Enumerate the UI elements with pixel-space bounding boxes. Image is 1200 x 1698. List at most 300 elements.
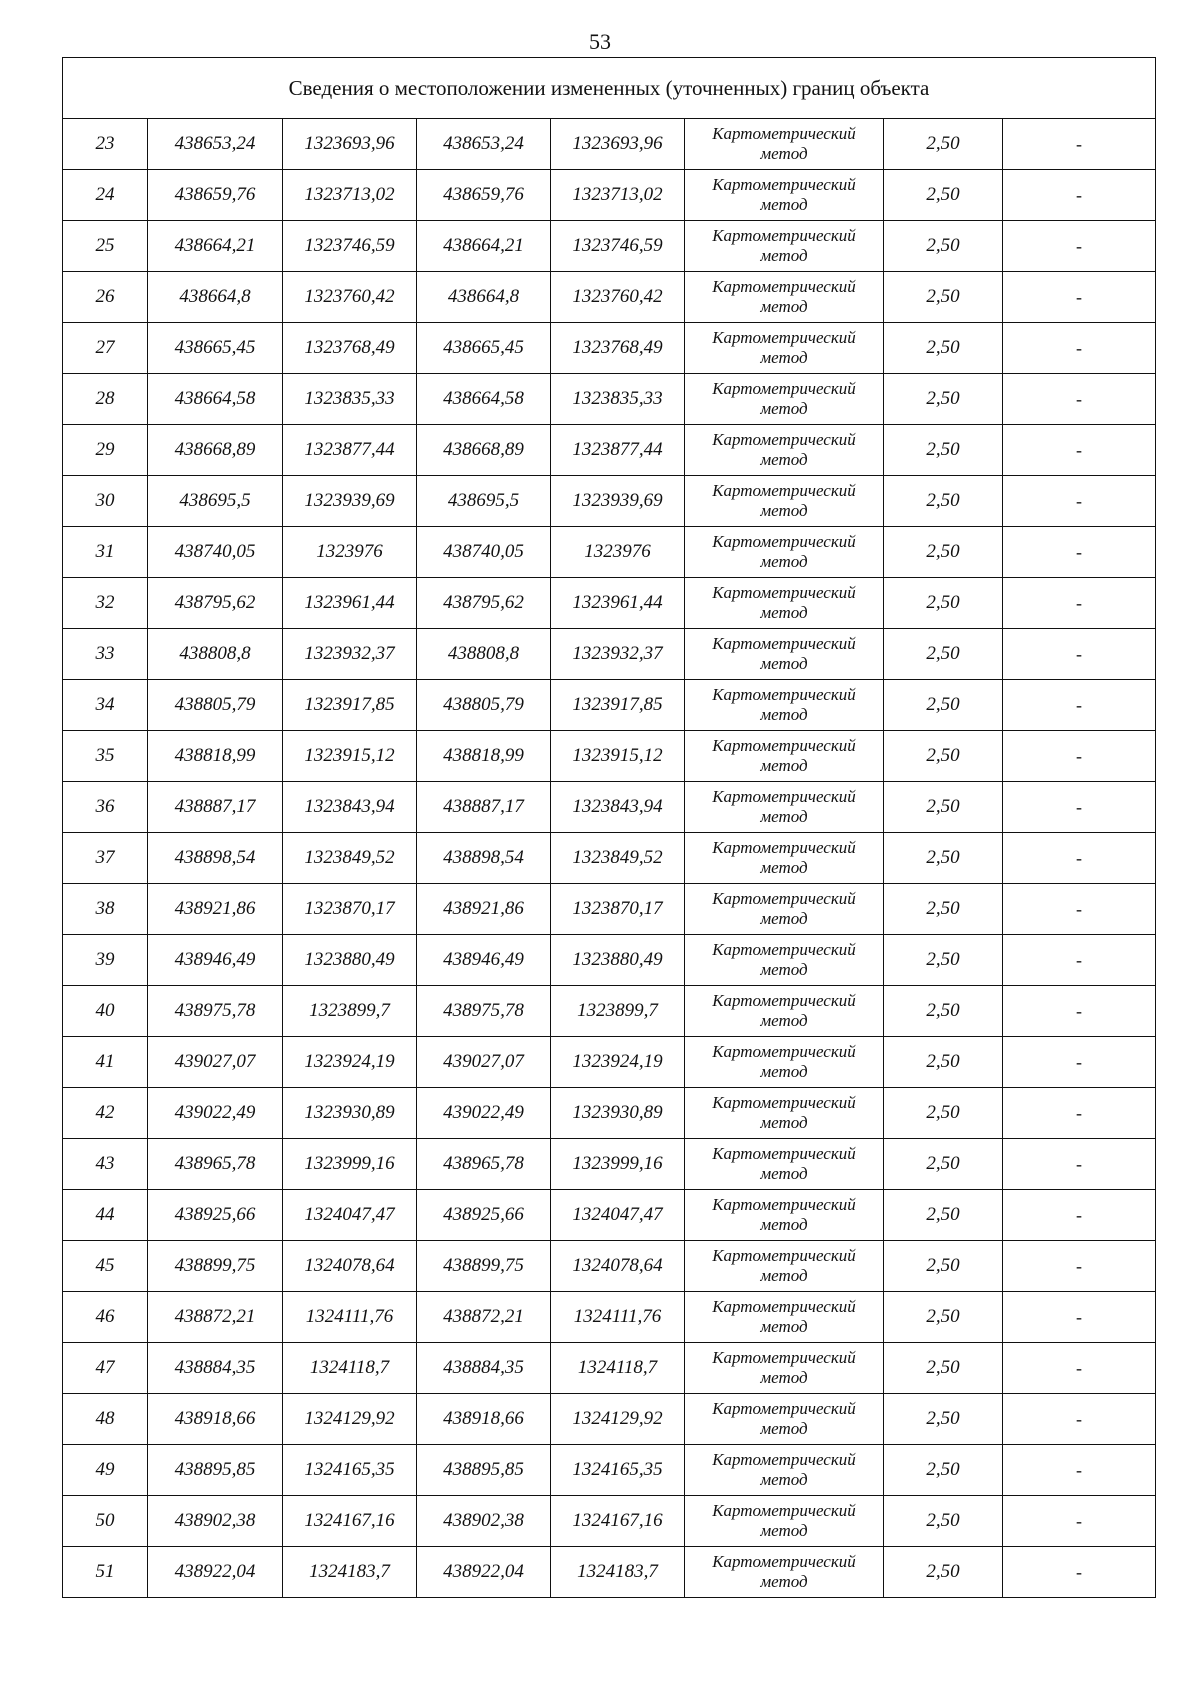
method-line-1: Картометрический: [712, 481, 856, 500]
method-cell: [685, 986, 884, 1037]
accuracy-cell: 2,50: [884, 629, 1003, 680]
method-line-2: метод: [760, 1215, 808, 1234]
page-number: 53: [589, 29, 611, 54]
table-row: [63, 833, 1156, 884]
existing-x-cell: 438740,05: [148, 527, 283, 578]
note-cell: -: [1003, 629, 1156, 680]
accuracy-cell: 2,50: [884, 1445, 1003, 1496]
table-row: [63, 1139, 1156, 1190]
refined-y-cell: 1324183,7: [551, 1547, 685, 1598]
refined-y-cell: 1323693,96: [551, 119, 685, 170]
existing-y-cell: 1323877,44: [283, 425, 417, 476]
existing-y-cell: 1324129,92: [283, 1394, 417, 1445]
table-row: [63, 1292, 1156, 1343]
refined-y-cell: 1323870,17: [551, 884, 685, 935]
accuracy-cell: 2,50: [884, 935, 1003, 986]
refined-y-cell: 1323713,02: [551, 170, 685, 221]
existing-x-cell: 438795,62: [148, 578, 283, 629]
existing-x-cell: 438965,78: [148, 1139, 283, 1190]
note-cell: -: [1003, 221, 1156, 272]
method-cell: [685, 1037, 884, 1088]
method-cell: [685, 425, 884, 476]
note-cell: -: [1003, 1190, 1156, 1241]
existing-y-cell: 1323768,49: [283, 323, 417, 374]
method-line-2: метод: [760, 501, 808, 520]
point-number-cell: 27: [63, 323, 148, 374]
point-number-cell: 30: [63, 476, 148, 527]
accuracy-cell: 2,50: [884, 425, 1003, 476]
method-line-2: метод: [760, 603, 808, 622]
existing-x-cell: 438695,5: [148, 476, 283, 527]
accuracy-cell: 2,50: [884, 731, 1003, 782]
method-cell: [685, 1190, 884, 1241]
method-line-2: метод: [760, 1572, 808, 1591]
method-line-2: метод: [760, 297, 808, 316]
method-cell: [685, 476, 884, 527]
point-number-cell: 47: [63, 1343, 148, 1394]
method-line-2: метод: [760, 1011, 808, 1030]
method-line-1: Картометрический: [712, 940, 856, 959]
method-cell: [685, 884, 884, 935]
point-number-cell: 37: [63, 833, 148, 884]
note-cell: -: [1003, 1292, 1156, 1343]
refined-y-cell: 1323932,37: [551, 629, 685, 680]
method-cell: [685, 323, 884, 374]
method-line-1: Картометрический: [712, 838, 856, 857]
method-cell: [685, 170, 884, 221]
refined-x-cell: 438884,35: [417, 1343, 551, 1394]
note-cell: -: [1003, 1496, 1156, 1547]
method-cell: [685, 833, 884, 884]
accuracy-cell: 2,50: [884, 833, 1003, 884]
note-cell: -: [1003, 833, 1156, 884]
point-number-cell: 38: [63, 884, 148, 935]
refined-x-cell: 439022,49: [417, 1088, 551, 1139]
existing-x-cell: 439022,49: [148, 1088, 283, 1139]
existing-y-cell: 1324118,7: [283, 1343, 417, 1394]
existing-y-cell: 1323880,49: [283, 935, 417, 986]
existing-x-cell: 438659,76: [148, 170, 283, 221]
refined-y-cell: 1324047,47: [551, 1190, 685, 1241]
method-line-2: метод: [760, 807, 808, 826]
method-line-1: Картометрический: [712, 1348, 856, 1367]
table-row: [63, 578, 1156, 629]
note-cell: -: [1003, 884, 1156, 935]
refined-x-cell: 438946,49: [417, 935, 551, 986]
refined-x-cell: 438818,99: [417, 731, 551, 782]
method-line-2: метод: [760, 1266, 808, 1285]
method-cell: [685, 935, 884, 986]
table-row: [63, 1088, 1156, 1139]
method-line-2: метод: [760, 909, 808, 928]
table-row: [63, 1496, 1156, 1547]
method-line-2: метод: [760, 144, 808, 163]
method-line-2: метод: [760, 399, 808, 418]
refined-y-cell: 1324111,76: [551, 1292, 685, 1343]
refined-y-cell: 1323930,89: [551, 1088, 685, 1139]
accuracy-cell: 2,50: [884, 782, 1003, 833]
table-row: [63, 935, 1156, 986]
table-row: [63, 1394, 1156, 1445]
method-line-1: Картометрический: [712, 1195, 856, 1214]
method-cell: [685, 1292, 884, 1343]
accuracy-cell: 2,50: [884, 986, 1003, 1037]
accuracy-cell: 2,50: [884, 1037, 1003, 1088]
table-row: [63, 884, 1156, 935]
note-cell: -: [1003, 1394, 1156, 1445]
method-cell: [685, 731, 884, 782]
existing-x-cell: 438946,49: [148, 935, 283, 986]
accuracy-cell: 2,50: [884, 1190, 1003, 1241]
point-number-cell: 36: [63, 782, 148, 833]
table-row: [63, 170, 1156, 221]
existing-y-cell: 1324047,47: [283, 1190, 417, 1241]
refined-y-cell: 1323835,33: [551, 374, 685, 425]
point-number-cell: 49: [63, 1445, 148, 1496]
existing-x-cell: 438925,66: [148, 1190, 283, 1241]
existing-y-cell: 1323932,37: [283, 629, 417, 680]
existing-x-cell: 438918,66: [148, 1394, 283, 1445]
table-row: [63, 1343, 1156, 1394]
point-number-cell: 25: [63, 221, 148, 272]
method-line-1: Картометрический: [712, 1552, 856, 1571]
method-line-1: Картометрический: [712, 379, 856, 398]
accuracy-cell: 2,50: [884, 1394, 1003, 1445]
note-cell: -: [1003, 1547, 1156, 1598]
method-cell: [685, 1394, 884, 1445]
method-line-1: Картометрический: [712, 175, 856, 194]
point-number-cell: 42: [63, 1088, 148, 1139]
refined-x-cell: 438902,38: [417, 1496, 551, 1547]
existing-x-cell: 438895,85: [148, 1445, 283, 1496]
method-line-1: Картометрический: [712, 328, 856, 347]
note-cell: -: [1003, 374, 1156, 425]
existing-x-cell: 438664,58: [148, 374, 283, 425]
method-line-2: метод: [760, 450, 808, 469]
table-row: [63, 1037, 1156, 1088]
accuracy-cell: 2,50: [884, 1139, 1003, 1190]
existing-y-cell: 1323835,33: [283, 374, 417, 425]
refined-y-cell: 1323899,7: [551, 986, 685, 1037]
refined-y-cell: 1323915,12: [551, 731, 685, 782]
note-cell: -: [1003, 323, 1156, 374]
note-cell: -: [1003, 1445, 1156, 1496]
existing-y-cell: 1323976: [283, 527, 417, 578]
refined-x-cell: 438653,24: [417, 119, 551, 170]
method-cell: [685, 578, 884, 629]
existing-x-cell: 438805,79: [148, 680, 283, 731]
method-cell: [685, 1139, 884, 1190]
existing-y-cell: 1324078,64: [283, 1241, 417, 1292]
table-row: [63, 425, 1156, 476]
point-number-cell: 26: [63, 272, 148, 323]
note-cell: -: [1003, 935, 1156, 986]
method-cell: [685, 1241, 884, 1292]
point-number-cell: 43: [63, 1139, 148, 1190]
refined-x-cell: 438668,89: [417, 425, 551, 476]
accuracy-cell: 2,50: [884, 272, 1003, 323]
accuracy-cell: 2,50: [884, 170, 1003, 221]
refined-y-cell: 1323843,94: [551, 782, 685, 833]
note-cell: -: [1003, 272, 1156, 323]
accuracy-cell: 2,50: [884, 476, 1003, 527]
table-row: [63, 119, 1156, 170]
existing-x-cell: 438664,8: [148, 272, 283, 323]
refined-x-cell: 438895,85: [417, 1445, 551, 1496]
method-line-2: метод: [760, 348, 808, 367]
existing-x-cell: 438922,04: [148, 1547, 283, 1598]
point-number-cell: 40: [63, 986, 148, 1037]
refined-x-cell: 438899,75: [417, 1241, 551, 1292]
point-number-cell: 32: [63, 578, 148, 629]
note-cell: -: [1003, 1139, 1156, 1190]
refined-y-cell: 1323880,49: [551, 935, 685, 986]
refined-x-cell: 438808,8: [417, 629, 551, 680]
method-line-1: Картометрический: [712, 1042, 856, 1061]
refined-x-cell: 438925,66: [417, 1190, 551, 1241]
existing-y-cell: 1324183,7: [283, 1547, 417, 1598]
note-cell: -: [1003, 119, 1156, 170]
method-line-1: Картометрический: [712, 685, 856, 704]
existing-y-cell: 1323961,44: [283, 578, 417, 629]
existing-y-cell: 1323999,16: [283, 1139, 417, 1190]
method-line-2: метод: [760, 858, 808, 877]
refined-y-cell: 1323939,69: [551, 476, 685, 527]
method-cell: [685, 1343, 884, 1394]
refined-x-cell: 438898,54: [417, 833, 551, 884]
point-number-cell: 23: [63, 119, 148, 170]
point-number-cell: 33: [63, 629, 148, 680]
method-line-1: Картометрический: [712, 430, 856, 449]
point-number-cell: 48: [63, 1394, 148, 1445]
note-cell: -: [1003, 782, 1156, 833]
note-cell: -: [1003, 578, 1156, 629]
method-cell: [685, 629, 884, 680]
existing-x-cell: 438899,75: [148, 1241, 283, 1292]
note-cell: -: [1003, 680, 1156, 731]
method-line-1: Картометрический: [712, 634, 856, 653]
existing-x-cell: 438668,89: [148, 425, 283, 476]
existing-y-cell: 1323899,7: [283, 986, 417, 1037]
note-cell: -: [1003, 1241, 1156, 1292]
method-line-1: Картометрический: [712, 736, 856, 755]
method-line-1: Картометрический: [712, 124, 856, 143]
existing-y-cell: 1323746,59: [283, 221, 417, 272]
accuracy-cell: 2,50: [884, 1241, 1003, 1292]
refined-y-cell: 1323976: [551, 527, 685, 578]
table-title-row: [63, 58, 1156, 119]
method-line-1: Картометрический: [712, 1399, 856, 1418]
refined-x-cell: 438872,21: [417, 1292, 551, 1343]
method-cell: [685, 782, 884, 833]
refined-x-cell: 438975,78: [417, 986, 551, 1037]
table-row: [63, 272, 1156, 323]
method-line-2: метод: [760, 1062, 808, 1081]
method-line-2: метод: [760, 705, 808, 724]
existing-x-cell: 438884,35: [148, 1343, 283, 1394]
method-line-2: метод: [760, 1470, 808, 1489]
method-line-1: Картометрический: [712, 1450, 856, 1469]
accuracy-cell: 2,50: [884, 323, 1003, 374]
method-line-2: метод: [760, 1521, 808, 1540]
refined-y-cell: 1324167,16: [551, 1496, 685, 1547]
table-row: [63, 1445, 1156, 1496]
note-cell: -: [1003, 170, 1156, 221]
method-cell: [685, 680, 884, 731]
method-cell: [685, 221, 884, 272]
accuracy-cell: 2,50: [884, 1547, 1003, 1598]
existing-y-cell: 1323915,12: [283, 731, 417, 782]
existing-y-cell: 1323760,42: [283, 272, 417, 323]
existing-x-cell: 438975,78: [148, 986, 283, 1037]
refined-x-cell: 438665,45: [417, 323, 551, 374]
note-cell: -: [1003, 1037, 1156, 1088]
table-row: [63, 629, 1156, 680]
table-row: [63, 1190, 1156, 1241]
note-cell: -: [1003, 1343, 1156, 1394]
point-number-cell: 35: [63, 731, 148, 782]
refined-y-cell: 1323877,44: [551, 425, 685, 476]
table-row: [63, 476, 1156, 527]
method-cell: [685, 527, 884, 578]
method-line-2: метод: [760, 1164, 808, 1183]
table-row: [63, 986, 1156, 1037]
refined-y-cell: 1323961,44: [551, 578, 685, 629]
method-line-2: метод: [760, 1368, 808, 1387]
point-number-cell: 31: [63, 527, 148, 578]
note-cell: -: [1003, 1088, 1156, 1139]
refined-x-cell: 438740,05: [417, 527, 551, 578]
method-line-2: метод: [760, 756, 808, 775]
point-number-cell: 41: [63, 1037, 148, 1088]
accuracy-cell: 2,50: [884, 119, 1003, 170]
refined-y-cell: 1324165,35: [551, 1445, 685, 1496]
refined-y-cell: 1324129,92: [551, 1394, 685, 1445]
refined-x-cell: 438805,79: [417, 680, 551, 731]
accuracy-cell: 2,50: [884, 1496, 1003, 1547]
method-line-1: Картометрический: [712, 1501, 856, 1520]
method-line-1: Картометрический: [712, 532, 856, 551]
point-number-cell: 29: [63, 425, 148, 476]
accuracy-cell: 2,50: [884, 374, 1003, 425]
accuracy-cell: 2,50: [884, 1292, 1003, 1343]
refined-x-cell: 438664,8: [417, 272, 551, 323]
point-number-cell: 34: [63, 680, 148, 731]
point-number-cell: 28: [63, 374, 148, 425]
existing-y-cell: 1323924,19: [283, 1037, 417, 1088]
existing-x-cell: 438898,54: [148, 833, 283, 884]
method-line-2: метод: [760, 960, 808, 979]
existing-y-cell: 1324165,35: [283, 1445, 417, 1496]
method-line-2: метод: [760, 552, 808, 571]
accuracy-cell: 2,50: [884, 680, 1003, 731]
method-line-2: метод: [760, 195, 808, 214]
point-number-cell: 51: [63, 1547, 148, 1598]
existing-x-cell: 438818,99: [148, 731, 283, 782]
refined-x-cell: 438918,66: [417, 1394, 551, 1445]
method-cell: [685, 1445, 884, 1496]
method-cell: [685, 272, 884, 323]
point-number-cell: 44: [63, 1190, 148, 1241]
table-row: [63, 374, 1156, 425]
method-line-1: Картометрический: [712, 1093, 856, 1112]
existing-x-cell: 438921,86: [148, 884, 283, 935]
refined-x-cell: 438922,04: [417, 1547, 551, 1598]
refined-x-cell: 438887,17: [417, 782, 551, 833]
refined-y-cell: 1323746,59: [551, 221, 685, 272]
method-line-1: Картометрический: [712, 787, 856, 806]
existing-y-cell: 1324111,76: [283, 1292, 417, 1343]
refined-y-cell: 1324118,7: [551, 1343, 685, 1394]
method-line-2: метод: [760, 1317, 808, 1336]
refined-x-cell: 438795,62: [417, 578, 551, 629]
method-line-2: метод: [760, 1113, 808, 1132]
refined-y-cell: 1323768,49: [551, 323, 685, 374]
accuracy-cell: 2,50: [884, 1088, 1003, 1139]
table-row: [63, 323, 1156, 374]
method-line-1: Картометрический: [712, 1246, 856, 1265]
table-row: [63, 731, 1156, 782]
refined-x-cell: 438965,78: [417, 1139, 551, 1190]
refined-y-cell: 1323999,16: [551, 1139, 685, 1190]
point-number-cell: 46: [63, 1292, 148, 1343]
method-line-1: Картометрический: [712, 1144, 856, 1163]
note-cell: -: [1003, 986, 1156, 1037]
method-cell: [685, 1088, 884, 1139]
existing-x-cell: 438872,21: [148, 1292, 283, 1343]
refined-y-cell: 1323924,19: [551, 1037, 685, 1088]
table-row: [63, 527, 1156, 578]
existing-x-cell: 438653,24: [148, 119, 283, 170]
existing-x-cell: 439027,07: [148, 1037, 283, 1088]
method-line-2: метод: [760, 654, 808, 673]
refined-y-cell: 1323917,85: [551, 680, 685, 731]
existing-x-cell: 438902,38: [148, 1496, 283, 1547]
method-line-2: метод: [760, 1419, 808, 1438]
note-cell: -: [1003, 476, 1156, 527]
existing-y-cell: 1323843,94: [283, 782, 417, 833]
table-row: [63, 221, 1156, 272]
accuracy-cell: 2,50: [884, 221, 1003, 272]
refined-x-cell: 438664,21: [417, 221, 551, 272]
method-line-1: Картометрический: [712, 277, 856, 296]
point-number-cell: 45: [63, 1241, 148, 1292]
method-line-1: Картометрический: [712, 889, 856, 908]
existing-y-cell: 1323939,69: [283, 476, 417, 527]
existing-y-cell: 1323930,89: [283, 1088, 417, 1139]
refined-y-cell: 1323849,52: [551, 833, 685, 884]
method-cell: [685, 119, 884, 170]
existing-y-cell: 1323713,02: [283, 170, 417, 221]
refined-x-cell: 438921,86: [417, 884, 551, 935]
existing-y-cell: 1323849,52: [283, 833, 417, 884]
accuracy-cell: 2,50: [884, 527, 1003, 578]
method-cell: [685, 374, 884, 425]
method-cell: [685, 1547, 884, 1598]
point-number-cell: 39: [63, 935, 148, 986]
method-line-1: Картометрический: [712, 583, 856, 602]
refined-x-cell: 438695,5: [417, 476, 551, 527]
existing-y-cell: 1323693,96: [283, 119, 417, 170]
table-row: [63, 782, 1156, 833]
existing-x-cell: 438664,21: [148, 221, 283, 272]
boundary-coordinates-table: [62, 57, 1156, 1598]
refined-x-cell: 439027,07: [417, 1037, 551, 1088]
method-cell: [685, 1496, 884, 1547]
table-title: Сведения о местоположении измененных (уточненных) границ объекта: [63, 58, 1156, 119]
table-row: [63, 1547, 1156, 1598]
refined-x-cell: 438664,58: [417, 374, 551, 425]
